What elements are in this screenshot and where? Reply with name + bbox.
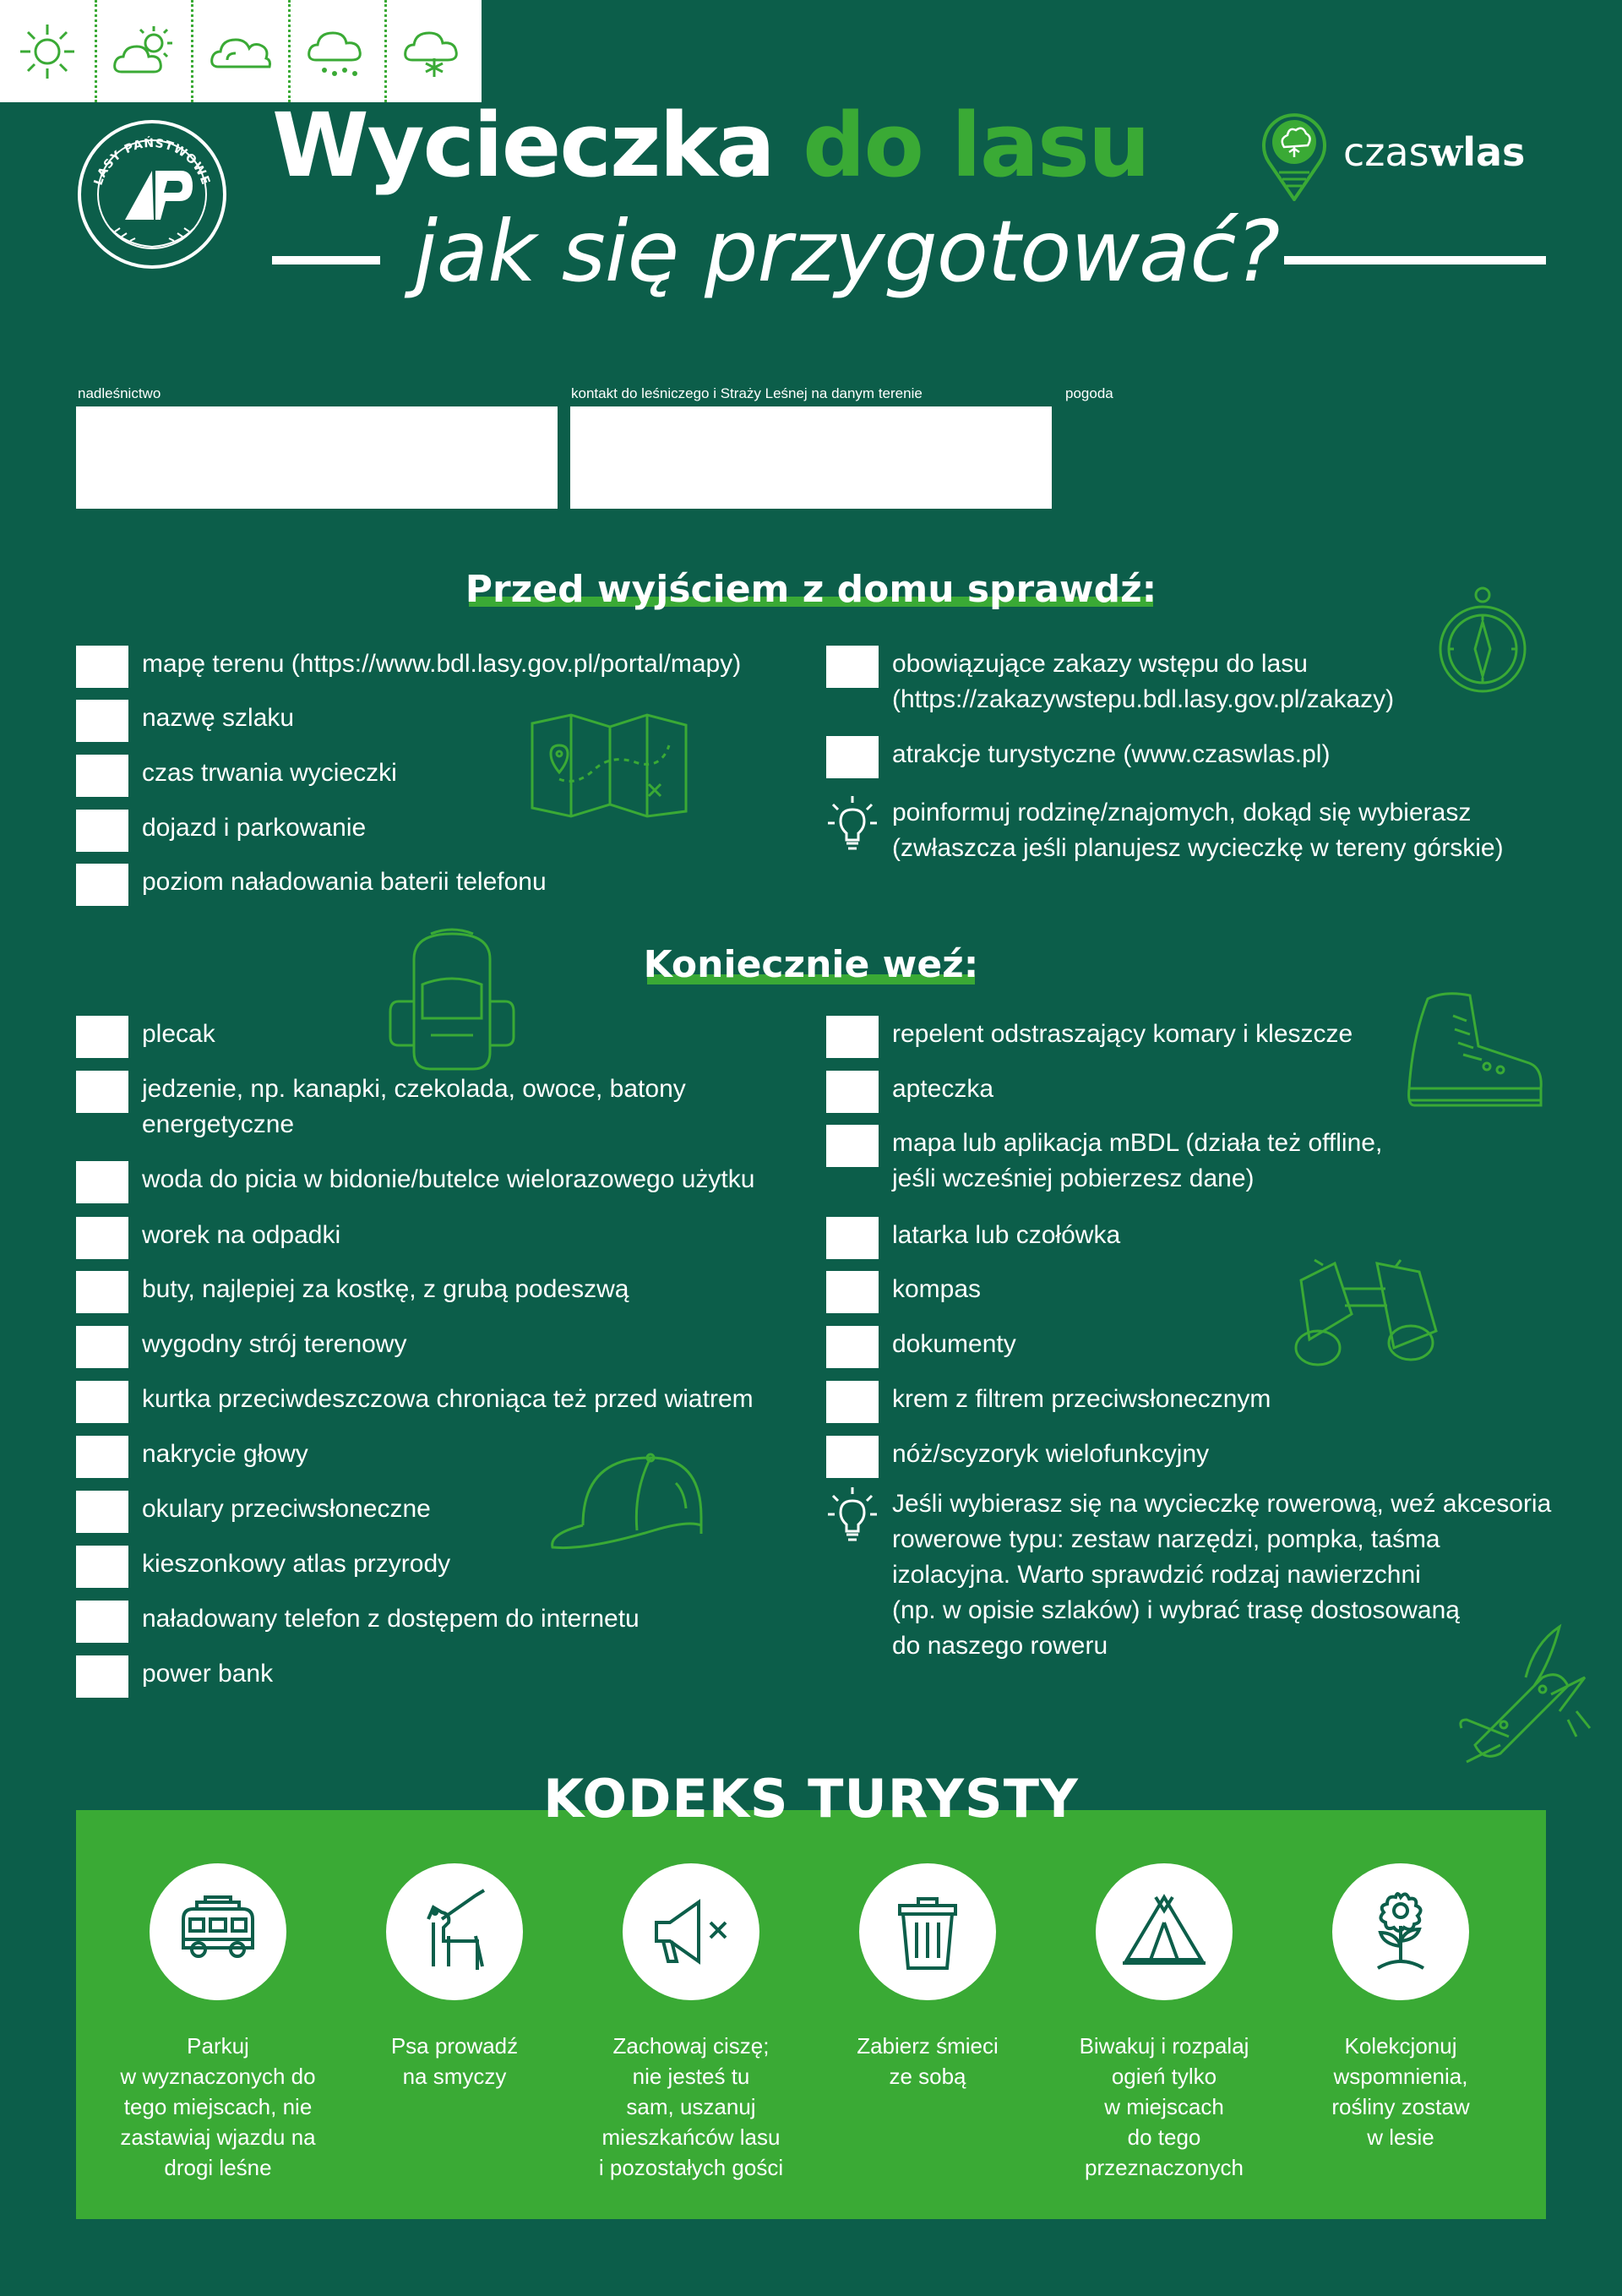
car-icon — [171, 1885, 264, 1978]
checkbox[interactable] — [76, 1546, 128, 1588]
page-subtitle: jak się przygotować? — [414, 202, 1280, 301]
checklist-item-label: plecak — [142, 1020, 215, 1048]
checkbox[interactable] — [76, 810, 128, 852]
kodeks-icon-circle — [1096, 1863, 1233, 2000]
weather-option-rain[interactable] — [291, 0, 388, 102]
kodeks-icon-circle — [386, 1863, 523, 2000]
weather-option-sun[interactable] — [0, 0, 97, 102]
subtitle-left-rule — [272, 256, 380, 265]
checklist-item[interactable] — [826, 646, 1394, 717]
checklist-item[interactable] — [76, 1016, 215, 1058]
checklist-item[interactable] — [76, 1381, 754, 1423]
checkbox[interactable] — [76, 1016, 128, 1058]
checkbox[interactable] — [826, 1381, 879, 1423]
svg-text:LASY PAŃSTWOWE: LASY PAŃSTWOWE — [91, 136, 213, 188]
checklist-item[interactable] — [76, 1161, 754, 1203]
pogoda-field — [0, 0, 482, 102]
checklist-item-label: atrakcje turystyczne (www.czaswlas.pl) — [892, 740, 1331, 768]
checklist-item-label: naładowany telefon z dostępem do internetu — [142, 1605, 640, 1633]
muted-megaphone-icon — [645, 1885, 738, 1978]
checkbox[interactable] — [76, 755, 128, 797]
tip-text: poinformuj rodzinę/znajomych, dokąd się wybierasz (zwłaszcza jeśli planujesz wycieczkę w tereny górskie) — [892, 799, 1504, 862]
czaswlas-logo-text: czaswlas — [1343, 129, 1526, 175]
checkbox[interactable] — [76, 1071, 128, 1113]
tip-item — [826, 1486, 1551, 1664]
kodeks-item-silence — [585, 1863, 797, 2183]
weather-option-cloudy[interactable] — [193, 0, 291, 102]
checklist-item[interactable] — [826, 1217, 1120, 1259]
checkbox[interactable] — [76, 1436, 128, 1478]
nadlesnictwo-field[interactable] — [76, 406, 558, 509]
checklist-item-label: mapa lub aplikacja mBDL (działa też offline, jeśli wcześniej pobierzesz dane) — [892, 1129, 1383, 1192]
dog-on-leash-icon — [408, 1885, 501, 1978]
kodeks-item-text: Parkuj w wyznaczonych do tego miejscach, nie zastawiaj wjazdu na drogi leśne — [120, 2033, 316, 2180]
checklist-item[interactable] — [76, 810, 366, 852]
checklist-item[interactable] — [76, 864, 547, 906]
checkbox[interactable] — [826, 736, 879, 778]
checklist-item-label: krem z filtrem przeciwsłonecznym — [892, 1385, 1271, 1413]
checklist-item-label: kompas — [892, 1275, 982, 1303]
czaswlas-logo — [1259, 108, 1546, 201]
kodeks-item-text: Zabierz śmieci ze sobą — [857, 2033, 999, 2089]
checklist-item[interactable] — [76, 1217, 340, 1259]
checklist-item[interactable] — [826, 1071, 993, 1113]
checklist-item-label: okulary przeciwsłoneczne — [142, 1495, 431, 1523]
checklist-item-label: nakrycie głowy — [142, 1440, 308, 1468]
checklist-item-label: repelent odstraszający komary i kleszcze — [892, 1020, 1353, 1048]
subtitle-right-rule — [1284, 256, 1546, 265]
checklist-item-label: obowiązujące zakazy wstępu do lasu (https://zakazywstepu.bdl.lasy.gov.pl/zakazy) — [892, 650, 1395, 713]
section2-heading: Koniecznie weź: — [643, 943, 979, 986]
checklist-item-label: wygodny strój terenowy — [142, 1330, 407, 1358]
checklist-item[interactable] — [76, 1071, 686, 1143]
checkbox[interactable] — [826, 1326, 879, 1368]
checklist-item-label: apteczka — [892, 1075, 994, 1103]
kodeks-item-text: Psa prowadź na smyczy — [390, 2033, 519, 2089]
nadlesnictwo-label: nadleśnictwo — [78, 385, 161, 401]
checkbox[interactable] — [76, 1217, 128, 1259]
checklist-item-label: dokumenty — [892, 1330, 1016, 1358]
checkbox[interactable] — [826, 1071, 879, 1113]
checklist-item[interactable] — [76, 1436, 308, 1478]
checklist-item[interactable] — [826, 1271, 981, 1313]
kodeks-icon-circle — [150, 1863, 286, 2000]
checklist-item-label: czas trwania wycieczki — [142, 759, 397, 787]
checklist-item[interactable] — [76, 1271, 629, 1313]
compass-icon — [1436, 583, 1529, 696]
checkbox[interactable] — [826, 1436, 879, 1478]
kodeks-item-text: Zachowaj ciszę; nie jesteś tu sam, uszanuj mieszkańców lasu i pozostałych gości — [598, 2033, 784, 2180]
checkbox[interactable] — [826, 1016, 879, 1058]
checkbox[interactable] — [76, 864, 128, 906]
checkbox[interactable] — [76, 700, 128, 742]
snow-icon — [400, 18, 468, 85]
checklist-item[interactable] — [826, 1381, 1271, 1423]
weather-option-partly-cloudy[interactable] — [97, 0, 194, 102]
checklist-item[interactable] — [76, 1601, 640, 1643]
checkbox[interactable] — [76, 1381, 128, 1423]
checklist-item[interactable] — [826, 736, 1330, 778]
rain-icon — [304, 18, 372, 85]
hiking-boot-icon — [1402, 982, 1546, 1126]
checklist-item-label: dojazd i parkowanie — [142, 814, 367, 842]
checklist-item-label: nóż/scyzoryk wielofunkcyjny — [892, 1440, 1210, 1468]
kodeks-icon-circle — [1332, 1863, 1469, 2000]
kodeks-title: KODEKS TURYSTY — [543, 1768, 1079, 1830]
checkbox[interactable] — [826, 1271, 879, 1313]
checkbox[interactable] — [76, 1491, 128, 1533]
checklist-item[interactable] — [826, 1436, 1209, 1478]
checklist-item-label: kieszonkowy atlas przyrody — [142, 1550, 451, 1578]
checklist-item[interactable] — [76, 1326, 406, 1368]
checklist-item-label: buty, najlepiej za kostkę, z grubą podeszwą — [142, 1275, 629, 1303]
kodeks-icon-circle — [623, 1863, 759, 2000]
pocket-knife-icon — [1450, 1618, 1593, 1770]
checklist-item[interactable] — [826, 1016, 1353, 1058]
checkbox[interactable] — [826, 646, 879, 688]
tent-icon — [1118, 1885, 1211, 1978]
checkbox[interactable] — [76, 646, 128, 688]
checklist-item[interactable] — [76, 1491, 431, 1533]
checklist-item-label: mapę terenu (https://www.bdl.lasy.gov.pl/portal/mapy) — [142, 650, 742, 678]
checkbox[interactable] — [76, 1161, 128, 1203]
checklist-item[interactable] — [76, 646, 741, 688]
binoculars-icon — [1284, 1255, 1445, 1373]
checkbox[interactable] — [826, 1217, 879, 1259]
checklist-item[interactable] — [76, 1546, 450, 1588]
lasy-panstwowe-logo — [76, 118, 228, 270]
weather-option-snow[interactable] — [387, 0, 482, 102]
kodeks-item-text: Biwakuj i rozpalaj ogień tylko w miejscach do tego przeznaczonych — [1079, 2033, 1249, 2180]
checklist-item[interactable] — [826, 1326, 1016, 1368]
checkbox[interactable] — [826, 1125, 879, 1167]
tip-item — [826, 794, 1504, 866]
checkbox[interactable] — [76, 1601, 128, 1643]
kodeks-item-dog — [349, 1863, 560, 2091]
checklist-item[interactable] — [826, 1125, 1382, 1197]
checklist-item[interactable] — [76, 755, 397, 797]
checkbox[interactable] — [76, 1326, 128, 1368]
sun-icon — [14, 18, 81, 85]
page-title: Wycieczka do lasu — [272, 94, 1149, 197]
kodeks-item-camping — [1059, 1863, 1270, 2183]
tip-text: Jeśli wybierasz się na wycieczkę rowerową, weź akcesoria rowerowe typu: zestaw narzędzi, pompka, taśma izolacyjna. Warto sprawdzić rodzaj nawierzchni (np. w opisie szlaków) i wybrać trasę dostosowaną do naszego roweru — [892, 1490, 1552, 1660]
checkbox[interactable] — [76, 1655, 128, 1698]
cap-icon — [549, 1449, 710, 1559]
partly-cloudy-icon — [110, 18, 177, 85]
kontakt-label: kontakt do leśniczego i Straży Leśnej na danym terenie — [571, 385, 923, 401]
flower-icon — [1354, 1885, 1447, 1978]
checklist-item-label: poziom naładowania baterii telefonu — [142, 868, 547, 896]
map-icon — [529, 712, 689, 820]
checklist-item-label: latarka lub czołówka — [892, 1221, 1121, 1249]
lightbulb-icon — [826, 794, 879, 855]
checklist-item-label: nazwę szlaku — [142, 704, 295, 732]
cloud-icon — [207, 18, 275, 85]
checklist-item-label: woda do picia w bidonie/butelce wielorazowego użytku — [142, 1165, 755, 1193]
lightbulb-icon — [826, 1486, 879, 1546]
section1-heading: Przed wyjściem z domu sprawdź: — [465, 568, 1157, 611]
kodeks-item-text: Kolekcjonuj wspomnienia, rośliny zostaw w lesie — [1331, 2033, 1470, 2150]
checklist-item[interactable] — [76, 700, 294, 742]
checklist-item[interactable] — [76, 1655, 273, 1698]
kodeks-item-flowers — [1295, 1863, 1506, 2152]
kodeks-icon-circle — [859, 1863, 996, 2000]
checklist-item-label: jedzenie, np. kanapki, czekolada, owoce, batony energetyczne — [142, 1075, 686, 1138]
checklist-item-label: power bank — [142, 1660, 274, 1688]
checkbox[interactable] — [76, 1271, 128, 1313]
checklist-item-label: worek na odpadki — [142, 1221, 341, 1249]
kodeks-item-trash — [822, 1863, 1033, 2091]
kontakt-field[interactable] — [570, 406, 1052, 509]
trash-bin-icon — [881, 1885, 974, 1978]
checklist-item-label: kurtka przeciwdeszczowa chroniąca też przed wiatrem — [142, 1385, 754, 1413]
pogoda-label: pogoda — [1065, 385, 1113, 401]
kodeks-item-parking — [112, 1863, 324, 2183]
